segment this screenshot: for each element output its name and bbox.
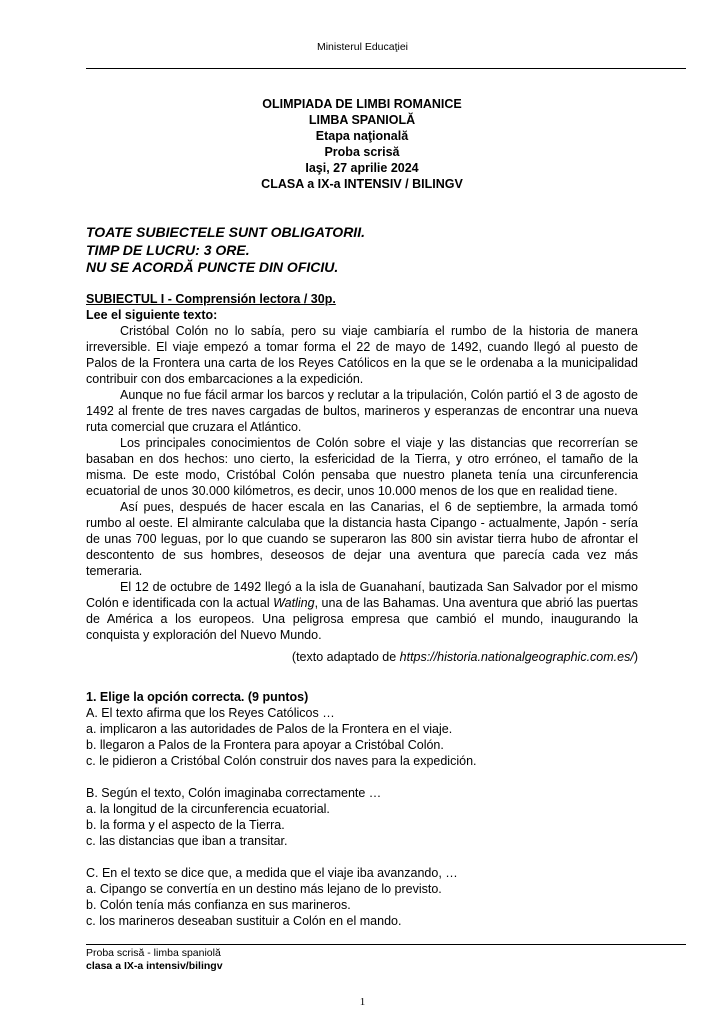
exercise-title: 1. Elige la opción correcta. (9 puntos) bbox=[86, 690, 309, 704]
spacer bbox=[86, 849, 638, 865]
answer-option: b. llegaron a Palos de la Frontera para apoyar a Cristóbal Colón. bbox=[86, 738, 444, 752]
answer-option: a. implicaron a las autoridades de Palos de la Frontera en el viaje. bbox=[86, 722, 453, 736]
reading-intro: Lee el siguiente texto: bbox=[86, 308, 218, 322]
footer-divider bbox=[86, 944, 686, 945]
title-line: Proba scrisă bbox=[324, 145, 400, 159]
subject-heading: SUBIECTUL I - Comprensión lectora / 30p. bbox=[86, 292, 336, 306]
citation-prefix: (texto adaptado de bbox=[291, 650, 400, 664]
italic-place-name: Watling bbox=[273, 596, 315, 610]
footer-exam-name: Proba scrisă - limba spaniolă bbox=[86, 947, 221, 959]
title-line: OLIMPIADA DE LIMBI ROMANICE bbox=[262, 97, 462, 111]
rule-line: TIMP DE LUCRU: 3 ORE. bbox=[86, 241, 250, 258]
question-stem: A. El texto afirma que los Reyes Católicos … bbox=[86, 706, 335, 720]
paragraph-text: , una de las Bahamas. Una aventura que abrió las puertas de América a los europeos. Una peligrosa empresa que cambió el mundo, inaugurando la conquista y exploración del Nuevo Mundo. bbox=[86, 596, 638, 642]
question-block bbox=[86, 705, 638, 769]
question-block bbox=[86, 785, 638, 849]
question-block bbox=[86, 865, 638, 929]
title-line: CLASA a IX-a INTENSIV / BILINGV bbox=[261, 177, 463, 191]
question-stem: C. En el texto se dice que, a medida que el viaje iba avanzando, … bbox=[86, 866, 458, 880]
answer-option: a. Cipango se convertía en un destino más lejano de lo previsto. bbox=[86, 882, 442, 896]
exam-content bbox=[86, 291, 638, 929]
source-url: https://historia.nationalgeographic.com.es/ bbox=[399, 650, 634, 664]
answer-option: b. Colón tenía más confianza en sus marineros. bbox=[86, 898, 351, 912]
title-line: Iaşi, 27 aprilie 2024 bbox=[305, 161, 419, 175]
citation-suffix: ) bbox=[633, 650, 638, 664]
answer-option: b. la forma y el aspecto de la Tierra. bbox=[86, 818, 285, 832]
answer-option: c. le pidieron a Cristóbal Colón construir dos naves para la expedición. bbox=[86, 754, 477, 768]
source-citation bbox=[86, 649, 638, 665]
reading-paragraph: Los principales conocimientos de Colón sobre el viaje y las distancias que recorrerían se basaban en dos hechos: uno cierto, la esfericidad de la Tierra, y otro erróneo, el tamaño de la misma. De este modo, Cristóbal Colón pensaba que nuestro planeta tenía una circunferencia ecuatorial de unos 30.000 kilómetros, es decir, unos 10.000 menos de los que en realidad tiene. bbox=[86, 436, 638, 498]
exam-rules bbox=[86, 224, 638, 277]
answer-option: c. los marineros deseaban sustituir a Colón en el mando. bbox=[86, 914, 402, 928]
answer-option: a. la longitud de la circunferencia ecuatorial. bbox=[86, 802, 330, 816]
footer-class: clasa a IX-a intensiv/bilingv bbox=[86, 960, 223, 972]
reading-paragraph bbox=[86, 579, 638, 643]
question-stem: B. Según el texto, Colón imaginaba correctamente … bbox=[86, 786, 382, 800]
reading-paragraph: Así pues, después de hacer escala en las Canarias, el 6 de septiembre, la armada tomó rumbo al oeste. El almirante calculaba que la distancia hasta Cipango - actualmente, Japón - sería de unas 700 leguas, por lo que cuando se superaron las 800 sin avistar tierra hubo de afrontar el descontento de sus hombres, deseosos de dejar una aventura que parecía cada vez más temeraria. bbox=[86, 500, 638, 578]
reading-paragraph: Aunque no fue fácil armar los barcos y reclutar a la tripulación, Colón partió el 3 de agosto de 1492 al frente de tres naves cargadas de bultos, marineros y esperanzas de encontrar una nueva ruta comercial que cruzara el Atlántico. bbox=[86, 388, 638, 434]
title-line: LIMBA SPANIOLĂ bbox=[308, 113, 416, 127]
header-divider bbox=[86, 68, 686, 69]
spacer bbox=[86, 769, 638, 785]
rule-line: NU SE ACORDĂ PUNCTE DIN OFICIU. bbox=[86, 259, 339, 275]
title-line: Etapa naţională bbox=[315, 129, 409, 143]
reading-paragraph: Cristóbal Colón no lo sabía, pero su viaje cambiaría el rumbo de la historia de manera irreversible. El viaje empezó a tomar forma el 22 de mayo de 1492, cuando llegó al puesto de Palos de la Frontera una carta de los Reyes Católicos en la que se le ordenaba a la municipalidad contribuir con dos embarcaciones a la expedición. bbox=[86, 324, 638, 386]
page-footer bbox=[86, 947, 223, 973]
ministry-header: Ministerul Educaţiei bbox=[316, 41, 409, 53]
answer-option: c. las distancias que iban a transitar. bbox=[86, 834, 288, 848]
exam-title-block bbox=[86, 96, 638, 192]
page-number: 1 bbox=[359, 996, 366, 1008]
rule-line: TOATE SUBIECTELE SUNT OBLIGATORII. bbox=[86, 224, 365, 240]
paragraph-text: El 12 de octubre de 1492 llegó a la isla de Guanahaní, bautizada San Salvador por el mismo Colón e identificada con la actual bbox=[86, 580, 638, 610]
